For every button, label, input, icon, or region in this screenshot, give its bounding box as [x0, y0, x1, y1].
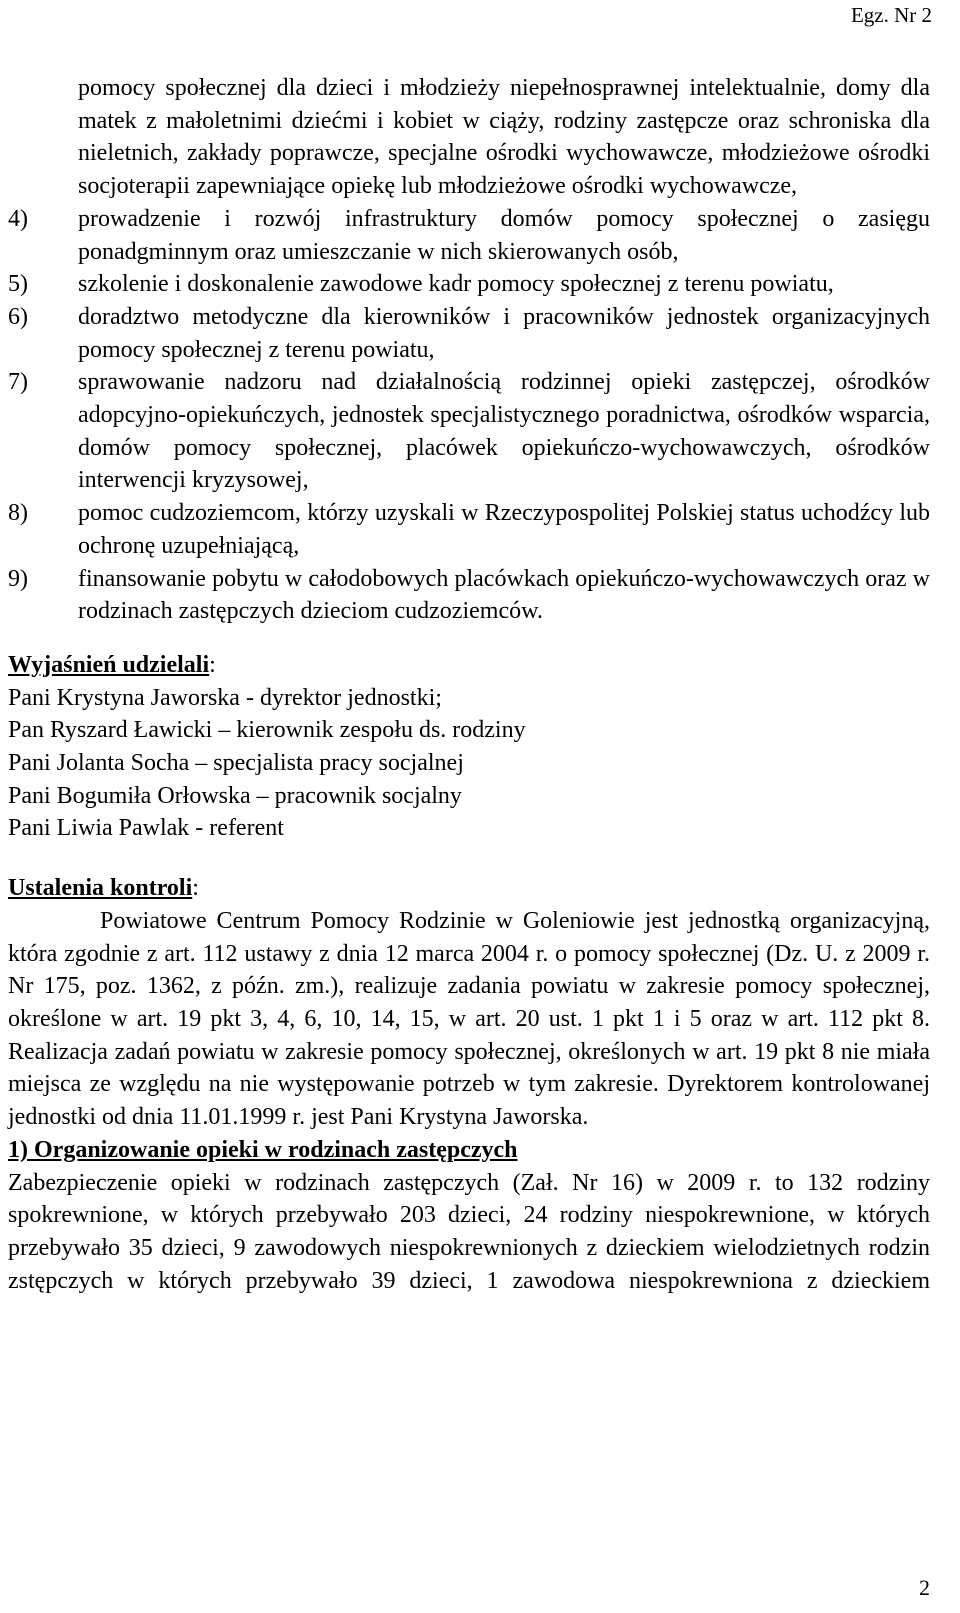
- list-item: [8, 366, 930, 497]
- findings-paragraph: Powiatowe Centrum Pomocy Rodzinie w Goleniowie jest jednostką organizacyjną, która zgodnie z art. 112 ustawy z dnia 12 marca 2004 r. o pomocy społecznej (Dz. U. z 2009 r. Nr 175, poz. 1362, z późn. zm.), realizuje zadania powiatu w zakresie pomocy społecznej, określone w art. 19 pkt 3, 4, 6, 10, 14, 15, w art. 20 ust. 1 pkt 1 i 5 oraz w art. 112 pkt 8. Realizacja zadań powiatu w zakresie pomocy społecznej, określonych w art. 19 pkt 8 nie miała miejsca ze względu na nie występowanie potrzeb w tym zakresie. Dyrektorem kontrolowanej jednostki od dnia 11.01.1999 r. jest Pani Krystyna Jaworska.: [8, 907, 930, 1131]
- list-item-number: 9): [8, 565, 28, 592]
- page-number: 2: [919, 1575, 930, 1600]
- findings-heading-colon: :: [192, 875, 199, 902]
- person-line: Pan Ryszard Ławicki – kierownik zespołu ds. rodziny: [8, 717, 526, 744]
- findings-heading-text: Ustalenia kontroli: [8, 875, 193, 902]
- person-line: Pani Krystyna Jaworska - dyrektor jednostki;: [8, 684, 442, 711]
- section-1-paragraph: Zabezpieczenie opieki w rodzinach zastępczych (Zał. Nr 16) w 2009 r. to 132 rodziny spokrewnione, w których przebywało 203 dzieci, 24 rodziny niespokrewnione, w których przebywało 35 dzieci, 9 zawodowych niespokrewnionych z dzieckiem wielodzietnych rodzin zstępczych w których przebywało 39 dzieci, 1 zawodowa niespokrewniona z dzieckiem: [8, 1169, 930, 1294]
- list-item-number: 5): [8, 271, 28, 298]
- person-line: Pani Bogumiła Orłowska – pracownik socjalny: [8, 782, 462, 809]
- list-item: [8, 203, 930, 268]
- explanations-heading-colon: :: [209, 651, 216, 678]
- section-1-heading-text: 1) Organizowanie opieki w rodzinach zastępczych: [8, 1136, 518, 1163]
- list-item-number: 6): [8, 303, 28, 330]
- list-item: [8, 268, 930, 301]
- findings-heading: [8, 872, 930, 905]
- list-item-text: sprawowanie nadzoru nad działalnością rodzinnej opieki zastępczej, ośrodków adopcyjno-opiekuńczych, jednostek specjalistycznego poradnictwa, ośrodków wsparcia, domów pomocy społecznej, placówek opiekuńczo-wychowawczych, ośrodków interwencji kryzysowej,: [78, 369, 930, 494]
- list-item-number: 7): [8, 369, 28, 396]
- copy-number: Egz. Nr 2: [850, 3, 932, 27]
- document-body: [8, 72, 930, 1297]
- list-item: [8, 497, 930, 562]
- list-item-text: prowadzenie i rozwój infrastruktury domów pomocy społecznej o zasięgu ponadgminnym oraz umieszczanie w nich skierowanych osób,: [78, 205, 930, 265]
- section-1-heading: [8, 1134, 930, 1167]
- list-item-number: 8): [8, 500, 28, 527]
- list-item-text: pomoc cudzoziemcom, którzy uzyskali w Rzeczypospolitej Polskiej status uchodźcy lub ochronę uzupełniającą,: [78, 500, 930, 559]
- list-item: [8, 563, 930, 628]
- explanations-heading: [8, 649, 930, 682]
- task-list: [8, 203, 930, 628]
- person-line: Pani Liwia Pawlak - referent: [8, 815, 284, 842]
- list-item-text: szkolenie i doskonalenie zawodowe kadr pomocy społecznej z terenu powiatu,: [78, 271, 834, 298]
- intro-continuation: pomocy społecznej dla dzieci i młodzieży niepełnosprawnej intelektualnie, domy dla matek z małoletnimi dziećmi i kobiet w ciąży, rodziny zastępcze oraz schroniska dla nieletnich, zakłady poprawcze, specjalne ośrodki wychowawcze, młodzieżowe ośrodki socjoterapii zapewniające opiekę lub młodzieżowe ośrodki wychowawcze,: [78, 75, 930, 200]
- persons-list: [8, 682, 930, 846]
- list-item-number: 4): [8, 205, 28, 232]
- list-item-text: doradztwo metodyczne dla kierowników i pracowników jednostek organizacyjnych pomocy społecznej z terenu powiatu,: [78, 303, 930, 363]
- list-item: [8, 301, 930, 366]
- explanations-heading-text: Wyjaśnień udzielali: [8, 651, 210, 678]
- list-item-text: finansowanie pobytu w całodobowych placówkach opiekuńczo-wychowawczych oraz w rodzinach zastępczych dzieciom cudzoziemców.: [78, 565, 930, 625]
- person-line: Pani Jolanta Socha – specjalista pracy socjalnej: [8, 750, 464, 777]
